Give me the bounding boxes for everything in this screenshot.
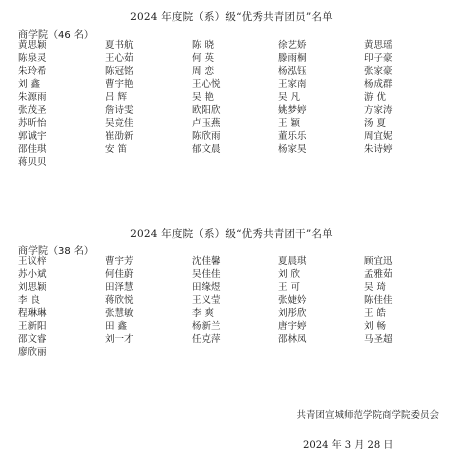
name-cell: 何佳蔚 xyxy=(105,269,134,280)
name-cell: 朱玲希 xyxy=(18,66,47,77)
name-cell: 田泽慧 xyxy=(105,282,134,293)
name-cell: 汤 夏 xyxy=(364,118,387,129)
name-cell: 吴佳佳 xyxy=(192,269,221,280)
name-cell: 周宜妮 xyxy=(364,131,393,142)
name-cell: 陈欣雨 xyxy=(192,131,221,142)
name-cell: 欧阳欣 xyxy=(192,105,221,116)
name-cell: 王义莹 xyxy=(192,295,221,306)
name-cell: 曹宇芳 xyxy=(105,256,134,267)
name-cell: 吴 琦 xyxy=(364,282,387,293)
name-cell: 吴竞佳 xyxy=(105,118,134,129)
name-cell: 廖欣丽 xyxy=(18,347,47,358)
name-cell: 王 颖 xyxy=(278,118,301,129)
name-cell: 刘 畅 xyxy=(364,321,387,332)
name-cell: 邵佳琪 xyxy=(18,144,47,155)
name-cell: 王 皓 xyxy=(364,308,387,319)
name-cell: 张婕妗 xyxy=(278,295,307,306)
name-cell: 刘彤欣 xyxy=(278,308,307,319)
name-cell: 马圣超 xyxy=(364,334,393,345)
name-cell: 姚梦婷 xyxy=(278,105,307,116)
name-cell: 詹诗雯 xyxy=(105,105,134,116)
name-cell: 夏晨琪 xyxy=(278,256,307,267)
name-cell: 陈佳佳 xyxy=(364,295,393,306)
name-cell: 蒋贝贝 xyxy=(18,157,47,168)
name-cell: 苏昕怡 xyxy=(18,118,47,129)
name-cell: 朱源雨 xyxy=(18,92,47,103)
name-cell: 田缘煜 xyxy=(192,282,221,293)
name-cell: 吕 辉 xyxy=(105,92,128,103)
name-cell: 李 爽 xyxy=(192,308,215,319)
name-cell: 王新阳 xyxy=(18,321,47,332)
name-cell: 杨泓钰 xyxy=(278,66,307,77)
name-cell: 唐宇婷 xyxy=(278,321,307,332)
name-cell: 张家豪 xyxy=(364,66,393,77)
section2-department-label: 商学院（38 名） xyxy=(18,246,94,257)
section2-title: 2024 年度院（系）级“优秀共青团干”名单 xyxy=(130,228,333,240)
name-cell: 张慧敏 xyxy=(105,308,134,319)
section1-name-grid xyxy=(18,39,448,169)
name-cell: 方家涛 xyxy=(364,105,393,116)
name-cell: 程琳琳 xyxy=(18,308,47,319)
name-cell: 何 英 xyxy=(192,53,215,64)
name-cell: 田 鑫 xyxy=(105,321,128,332)
name-cell: 吴 凡 xyxy=(278,92,301,103)
name-cell: 董乐乐 xyxy=(278,131,307,142)
name-cell: 杨新兰 xyxy=(192,321,221,332)
name-cell: 安 笛 xyxy=(105,144,128,155)
name-cell: 朱诗婷 xyxy=(364,144,393,155)
name-cell: 郁文晨 xyxy=(192,144,221,155)
name-cell: 黄思瑶 xyxy=(364,40,393,51)
name-cell: 王 可 xyxy=(278,282,301,293)
name-cell: 吴 艳 xyxy=(192,92,215,103)
name-cell: 游 优 xyxy=(364,92,387,103)
name-cell: 周 恋 xyxy=(192,66,215,77)
name-cell: 崔劭新 xyxy=(105,131,134,142)
name-cell: 郭诚宇 xyxy=(18,131,47,142)
name-cell: 陈泉灵 xyxy=(18,53,47,64)
issue-date: 2024 年 3 月 28 日 xyxy=(303,440,394,451)
name-cell: 滕雨桐 xyxy=(278,53,307,64)
name-cell: 王心茹 xyxy=(105,53,134,64)
name-cell: 李 良 xyxy=(18,295,41,306)
section1-title: 2024 年度院（系）级“优秀共青团员”名单 xyxy=(130,11,333,23)
name-cell: 卢玉燕 xyxy=(192,118,221,129)
name-cell: 曹宇艳 xyxy=(105,79,134,90)
section2-name-grid xyxy=(18,255,448,359)
name-cell: 王心悦 xyxy=(192,79,221,90)
issuer-signature: 共青团宣城师范学院商学院委员会 xyxy=(296,410,439,421)
name-cell: 刘 欣 xyxy=(278,269,301,280)
name-cell: 刘一才 xyxy=(105,334,134,345)
name-cell: 杨家昊 xyxy=(278,144,307,155)
name-cell: 邵林凤 xyxy=(278,334,307,345)
name-cell: 杨成群 xyxy=(364,79,393,90)
name-cell: 孟雅茹 xyxy=(364,269,393,280)
name-cell: 张茂圣 xyxy=(18,105,47,116)
name-cell: 夏书航 xyxy=(105,40,134,51)
name-cell: 徐艺娇 xyxy=(278,40,307,51)
section1-department-label: 商学院（46 名） xyxy=(18,30,94,41)
name-cell: 任克萍 xyxy=(192,334,221,345)
name-cell: 刘 鑫 xyxy=(18,79,41,90)
name-cell: 王家南 xyxy=(278,79,307,90)
name-cell: 黄思颖 xyxy=(18,40,47,51)
name-cell: 刘思颖 xyxy=(18,282,47,293)
name-cell: 顾宜迅 xyxy=(364,256,393,267)
name-cell: 沈佳馨 xyxy=(192,256,221,267)
name-cell: 苏小斌 xyxy=(18,269,47,280)
name-cell: 陈 晓 xyxy=(192,40,215,51)
name-cell: 邵文睿 xyxy=(18,334,47,345)
name-cell: 陈冠铭 xyxy=(105,66,134,77)
name-cell: 印子豪 xyxy=(364,53,393,64)
name-cell: 蒋欣悦 xyxy=(105,295,134,306)
name-cell: 王议梓 xyxy=(18,256,47,267)
